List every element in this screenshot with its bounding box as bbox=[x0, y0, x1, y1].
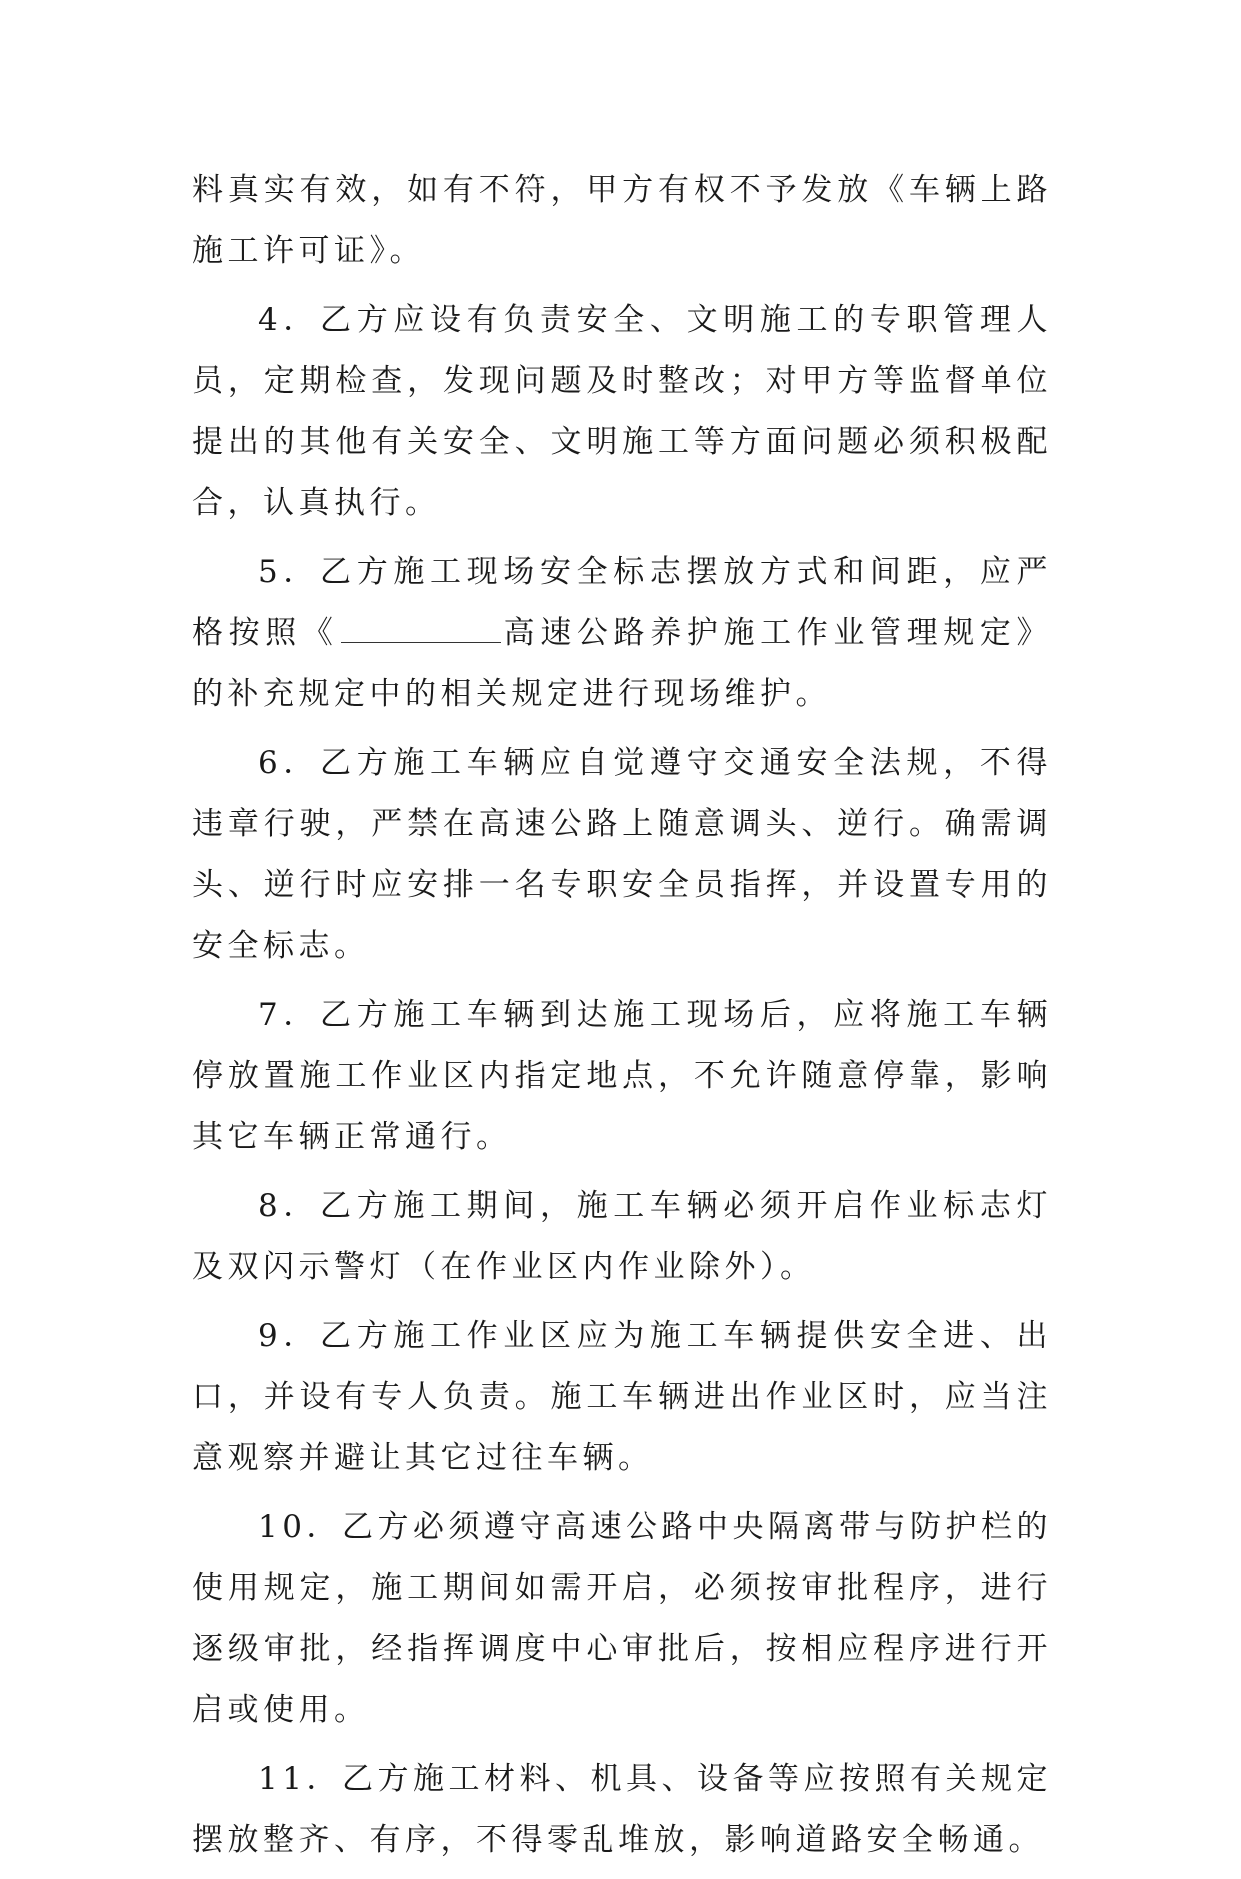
fill-in-blank bbox=[341, 612, 501, 643]
paragraph-clause-7: 7．乙方施工车辆到达施工现场后，应将施工车辆停放置施工作业区内指定地点，不允许随意停靠，影响其它车辆正常通行。 bbox=[192, 997, 1052, 1155]
paragraph-clause-9: 9．乙方施工作业区应为施工车辆提供安全进、出口，并设有专人负责。施工车辆进出作业区时，应当注意观察并避让其它过往车辆。 bbox=[192, 1318, 1052, 1476]
clause-5-text-after-blank: 高速公路养护施工作业管理规定》的补充规定中的相关规定进行现场维护。 bbox=[192, 615, 1053, 712]
document-body bbox=[192, 160, 1052, 1879]
paragraph-clause-4: 4．乙方应设有负责安全、文明施工的专职管理人员，定期检查，发现问题及时整改；对甲方等监督单位提出的其他有关安全、文明施工等方面问题必须积极配合，认真执行。 bbox=[192, 302, 1052, 521]
paragraph-clause-10: 10．乙方必须遵守高速公路中央隔离带与防护栏的使用规定，施工期间如需开启，必须按审批程序，进行逐级审批，经指挥调度中心审批后，按相应程序进行开启或使用。 bbox=[192, 1509, 1052, 1728]
paragraph-clause-5 bbox=[192, 542, 1052, 725]
paragraph-clause-8: 8．乙方施工期间，施工车辆必须开启作业标志灯及双闪示警灯（在作业区内作业除外）。 bbox=[192, 1188, 1052, 1285]
paragraph-clause-11: 11．乙方施工材料、机具、设备等应按照有关规定摆放整齐、有序，不得零乱堆放，影响道路安全畅通。 bbox=[192, 1761, 1052, 1858]
clause-5-text-before-blank: 5．乙方施工现场安全标志摆放方式和间距，应严格按照《 bbox=[192, 554, 1052, 651]
paragraph-clause-6: 6．乙方施工车辆应自觉遵守交通安全法规，不得违章行驶，严禁在高速公路上随意调头、逆行。确需调头、逆行时应安排一名专职安全员指挥，并设置专用的安全标志。 bbox=[192, 745, 1052, 964]
paragraph-continuation: 料真实有效，如有不符，甲方有权不予发放《车辆上路施工许可证》。 bbox=[192, 172, 1052, 269]
